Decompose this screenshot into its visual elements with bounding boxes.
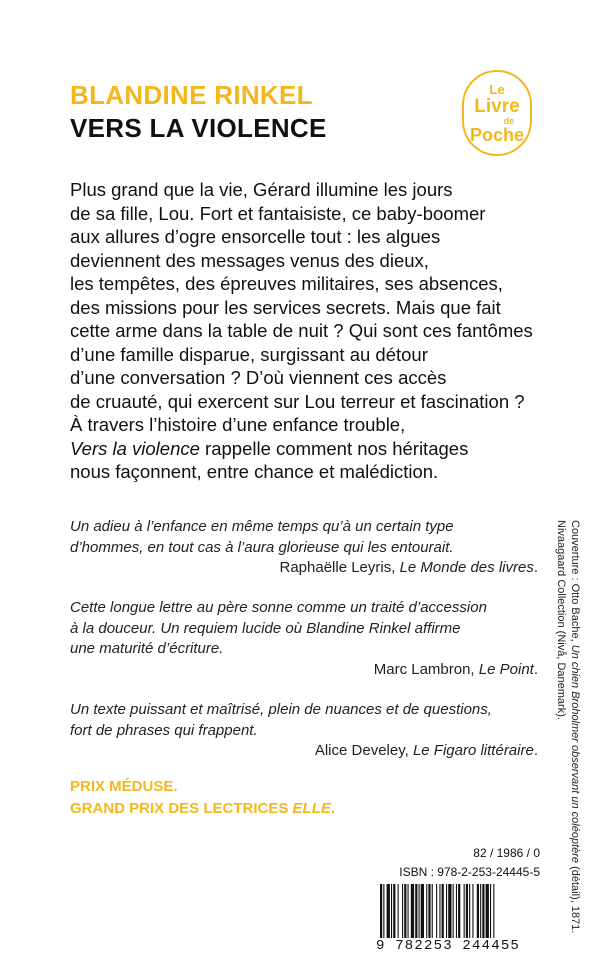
barcode-bar	[398, 884, 399, 944]
barcode-bar	[411, 884, 414, 944]
press-quote	[70, 517, 540, 579]
blurb-line: les tempêtes, des épreuves militaires, ses absences,	[70, 273, 503, 294]
barcode-bar	[383, 884, 384, 944]
blurb-line: de cruauté, qui exercent sur Lou terreur et fascination ?	[70, 390, 525, 412]
quote-source: Raphaëlle Leyris, Le Monde des livres.	[279, 559, 538, 576]
barcode-bar	[453, 884, 454, 944]
isbn: ISBN : 978-2-253-24445-5	[399, 865, 540, 879]
press-quote	[70, 700, 540, 762]
barcode-bar	[402, 884, 403, 944]
barcode-bar	[426, 884, 427, 944]
barcode-bar	[415, 884, 417, 944]
blurb-line: Vers la violence rappelle comment nos héritages	[70, 437, 469, 459]
barcode-bar	[482, 884, 484, 944]
barcode-bar	[490, 884, 491, 944]
credit-line: Couverture : Otto Bache, Un chien Broholmer observant un coléoptère (détail), 1871.	[569, 520, 581, 934]
blurb-line: nous façonnent, entre chance et malédiction.	[70, 461, 439, 482]
barcode-bar	[446, 884, 447, 944]
quote-line: une maturité d’écriture.	[70, 640, 224, 657]
title-italic: Vers la violence	[70, 437, 200, 459]
livre-de-poche-logo: Le Livre de Poche	[462, 70, 532, 156]
barcode-bar	[419, 884, 420, 944]
quote-source: Marc Lambron, Le Point.	[373, 660, 538, 678]
press-quote	[70, 598, 540, 680]
barcode-bar	[380, 884, 382, 944]
barcode-bar	[472, 884, 473, 944]
author-name: BLANDINE RINKEL	[70, 80, 313, 110]
barcode-bar	[477, 884, 479, 944]
blurb-line: deviennent des messages venus des dieux,	[70, 249, 429, 271]
barcode-bar	[393, 884, 395, 944]
barcode-bar	[432, 884, 433, 944]
cover-credit	[554, 520, 582, 933]
prizes	[70, 776, 335, 820]
book-title: VERS LA VIOLENCE	[70, 113, 327, 143]
barcode-bar	[480, 884, 481, 944]
credit-line: Nivaagaard Collection (Nivå, Danemark).	[555, 520, 567, 720]
blurb-line: À travers l’histoire d’une enfance trouble,	[70, 414, 406, 435]
barcode-bar	[436, 884, 437, 944]
blurb-line: Plus grand que la vie, Gérard illumine les jours	[70, 179, 453, 200]
barcode-bar	[464, 884, 465, 944]
prize-line: GRAND PRIX DES LECTRICES ELLE.	[70, 800, 336, 817]
barcode-bar	[456, 884, 457, 944]
barcode-bar	[442, 884, 444, 944]
barcode-bar	[439, 884, 440, 944]
blurb-line: aux allures d’ogre ensorcelle tout : les algues	[70, 226, 441, 247]
book-blurb	[70, 178, 533, 484]
prize-line: PRIX MÉDUSE.	[70, 778, 178, 795]
barcode-bar	[469, 884, 470, 944]
barcode-bar	[391, 884, 392, 944]
barcode-bar	[421, 884, 424, 944]
barcode-bar	[486, 884, 489, 944]
blurb-line: d’une conversation ? D’où viennent ces accès	[70, 367, 447, 388]
blurb-line: cette arme dans la table de nuit ? Qui sont ces fantômes	[70, 320, 533, 341]
barcode-bar	[428, 884, 430, 944]
quote-line: Un texte puissant et maîtrisé, plein de nuances et de questions,	[70, 701, 492, 718]
barcode-number: 9 782253 244455	[376, 938, 542, 954]
catalog-code: 82 / 1986 / 0	[473, 846, 540, 860]
blurb-line: d’une famille disparue, surgissant au détour	[70, 343, 428, 365]
barcode-bar	[493, 884, 494, 944]
blurb-line: des missions pour les services secrets. Mais que fait	[70, 296, 501, 318]
barcode-bar	[458, 884, 460, 944]
barcode-bar	[466, 884, 468, 944]
quote-line: Un adieu à l’enfance en même temps qu’à un certain type	[70, 518, 454, 535]
quote-line: Cette longue lettre au père sonne comme un traité d’accession	[70, 599, 487, 616]
barcode-bar	[404, 884, 406, 944]
barcode-bar	[387, 884, 390, 944]
quote-line: fort de phrases qui frappent.	[70, 721, 258, 739]
quote-source: Alice Develey, Le Figaro littéraire.	[314, 742, 538, 759]
quote-line: d’hommes, en tout cas à l’aura glorieuse qui les entourait.	[70, 538, 454, 556]
barcode	[380, 884, 540, 944]
barcode-bar	[408, 884, 409, 944]
barcode-bar	[448, 884, 451, 944]
quote-line: à la douceur. Un requiem lucide où Blandine Rinkel affirme	[70, 619, 461, 637]
blurb-line: de sa fille, Lou. Fort et fantaisiste, ce baby-boomer	[70, 202, 486, 224]
